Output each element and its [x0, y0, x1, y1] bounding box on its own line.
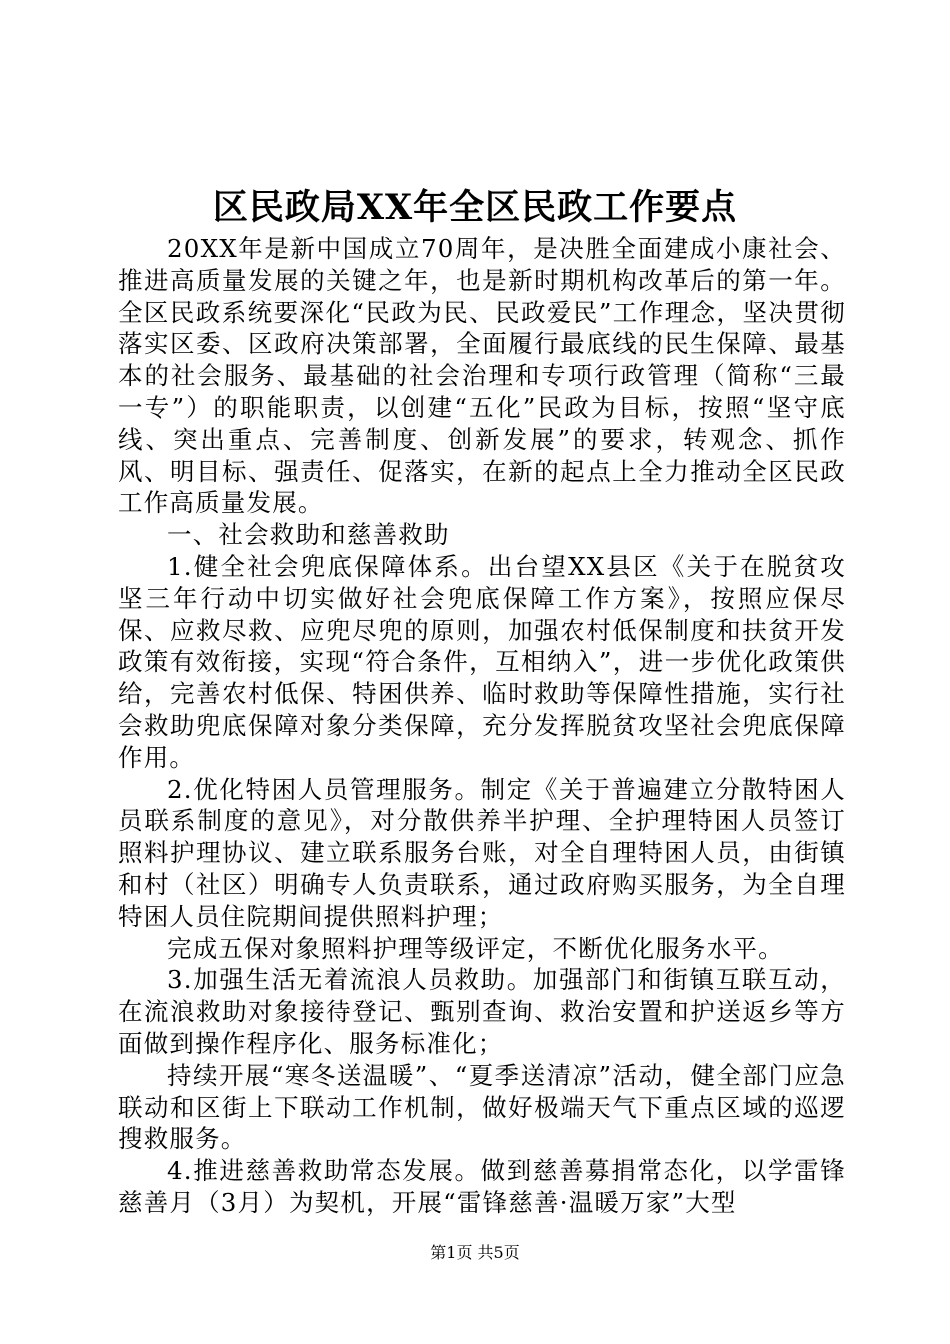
paragraph-item-4: 4.推进慈善救助常态发展。做到慈善募捐常态化，以学雷锋慈善月（3月）为契机，开展“雷锋慈善·温暖万家”大型 — [118, 1156, 846, 1217]
section-heading-1: 一、社会救助和慈善救助 — [167, 520, 450, 550]
paragraph-intro: 20XX年是新中国成立70周年，是决胜全面建成小康社会、推进高质量发展的关键之年，也是新时期机构改革后的第一年。全区民政系统要深化“民政为民、民政爱民”工作理念，坚决贯彻落实区委、区政府决策部署，全面履行最底线的民生保障、最基本的社会服务、最基础的社会治理和专项行政管理（简称“三最一专”）的职能职责，以创建“五化”民政为目标，按照“坚守底线、突出重点、完善制度、创新发展”的要求，转观念、抓作风、明目标、强责任、促落实，在新的起点上全力推动全区民政工作高质量发展。 — [118, 234, 846, 518]
document-title: 区民政局XX年全区民政工作要点 — [212, 187, 738, 228]
paragraph-item-1: 1.健全社会兜底保障体系。出台望XX县区《关于在脱贫攻坚三年行动中切实做好社会兜底保障工作方案》，按照应保尽保、应救尽救、应兜尽兜的原则，加强农村低保制度和扶贫开发政策有效衔接，实现“符合条件，互相纳入”，进一步优化政策供给，完善农村低保、特困供养、临时救助等保障性措施，实行社会救助兜底保障对象分类保障，充分发挥脱贫攻坚社会兜底保障作用。 — [118, 551, 846, 772]
paragraph-item-2-cont: 完成五保对象照料护理等级评定，不断优化服务水平。 — [167, 933, 784, 963]
paragraph-item-2: 2.优化特困人员管理服务。制定《关于普遍建立分散特困人员联系制度的意见》，对分散供养半护理、全护理特困人员签订照料护理协议、建立联系服务台账，对全自理特困人员，由街镇和村（社区）明确专人负责联系，通过政府购买服务，为全自理特困人员住院期间提供照料护理； — [118, 774, 846, 931]
document-body — [118, 233, 846, 1219]
paragraph-item-3-cont: 持续开展“寒冬送温暖”、“夏季送清凉”活动，健全部门应急联动和区街上下联动工作机制，做好极端天气下重点区域的巡逻搜救服务。 — [118, 1060, 846, 1154]
paragraph-item-3: 3.加强生活无着流浪人员救助。加强部门和街镇互联互动，在流浪救助对象接待登记、甄别查询、救治安置和护送返乡等方面做到操作程序化、服务标准化； — [118, 965, 846, 1058]
page-footer: 第1页 共5页 — [430, 1243, 520, 1262]
